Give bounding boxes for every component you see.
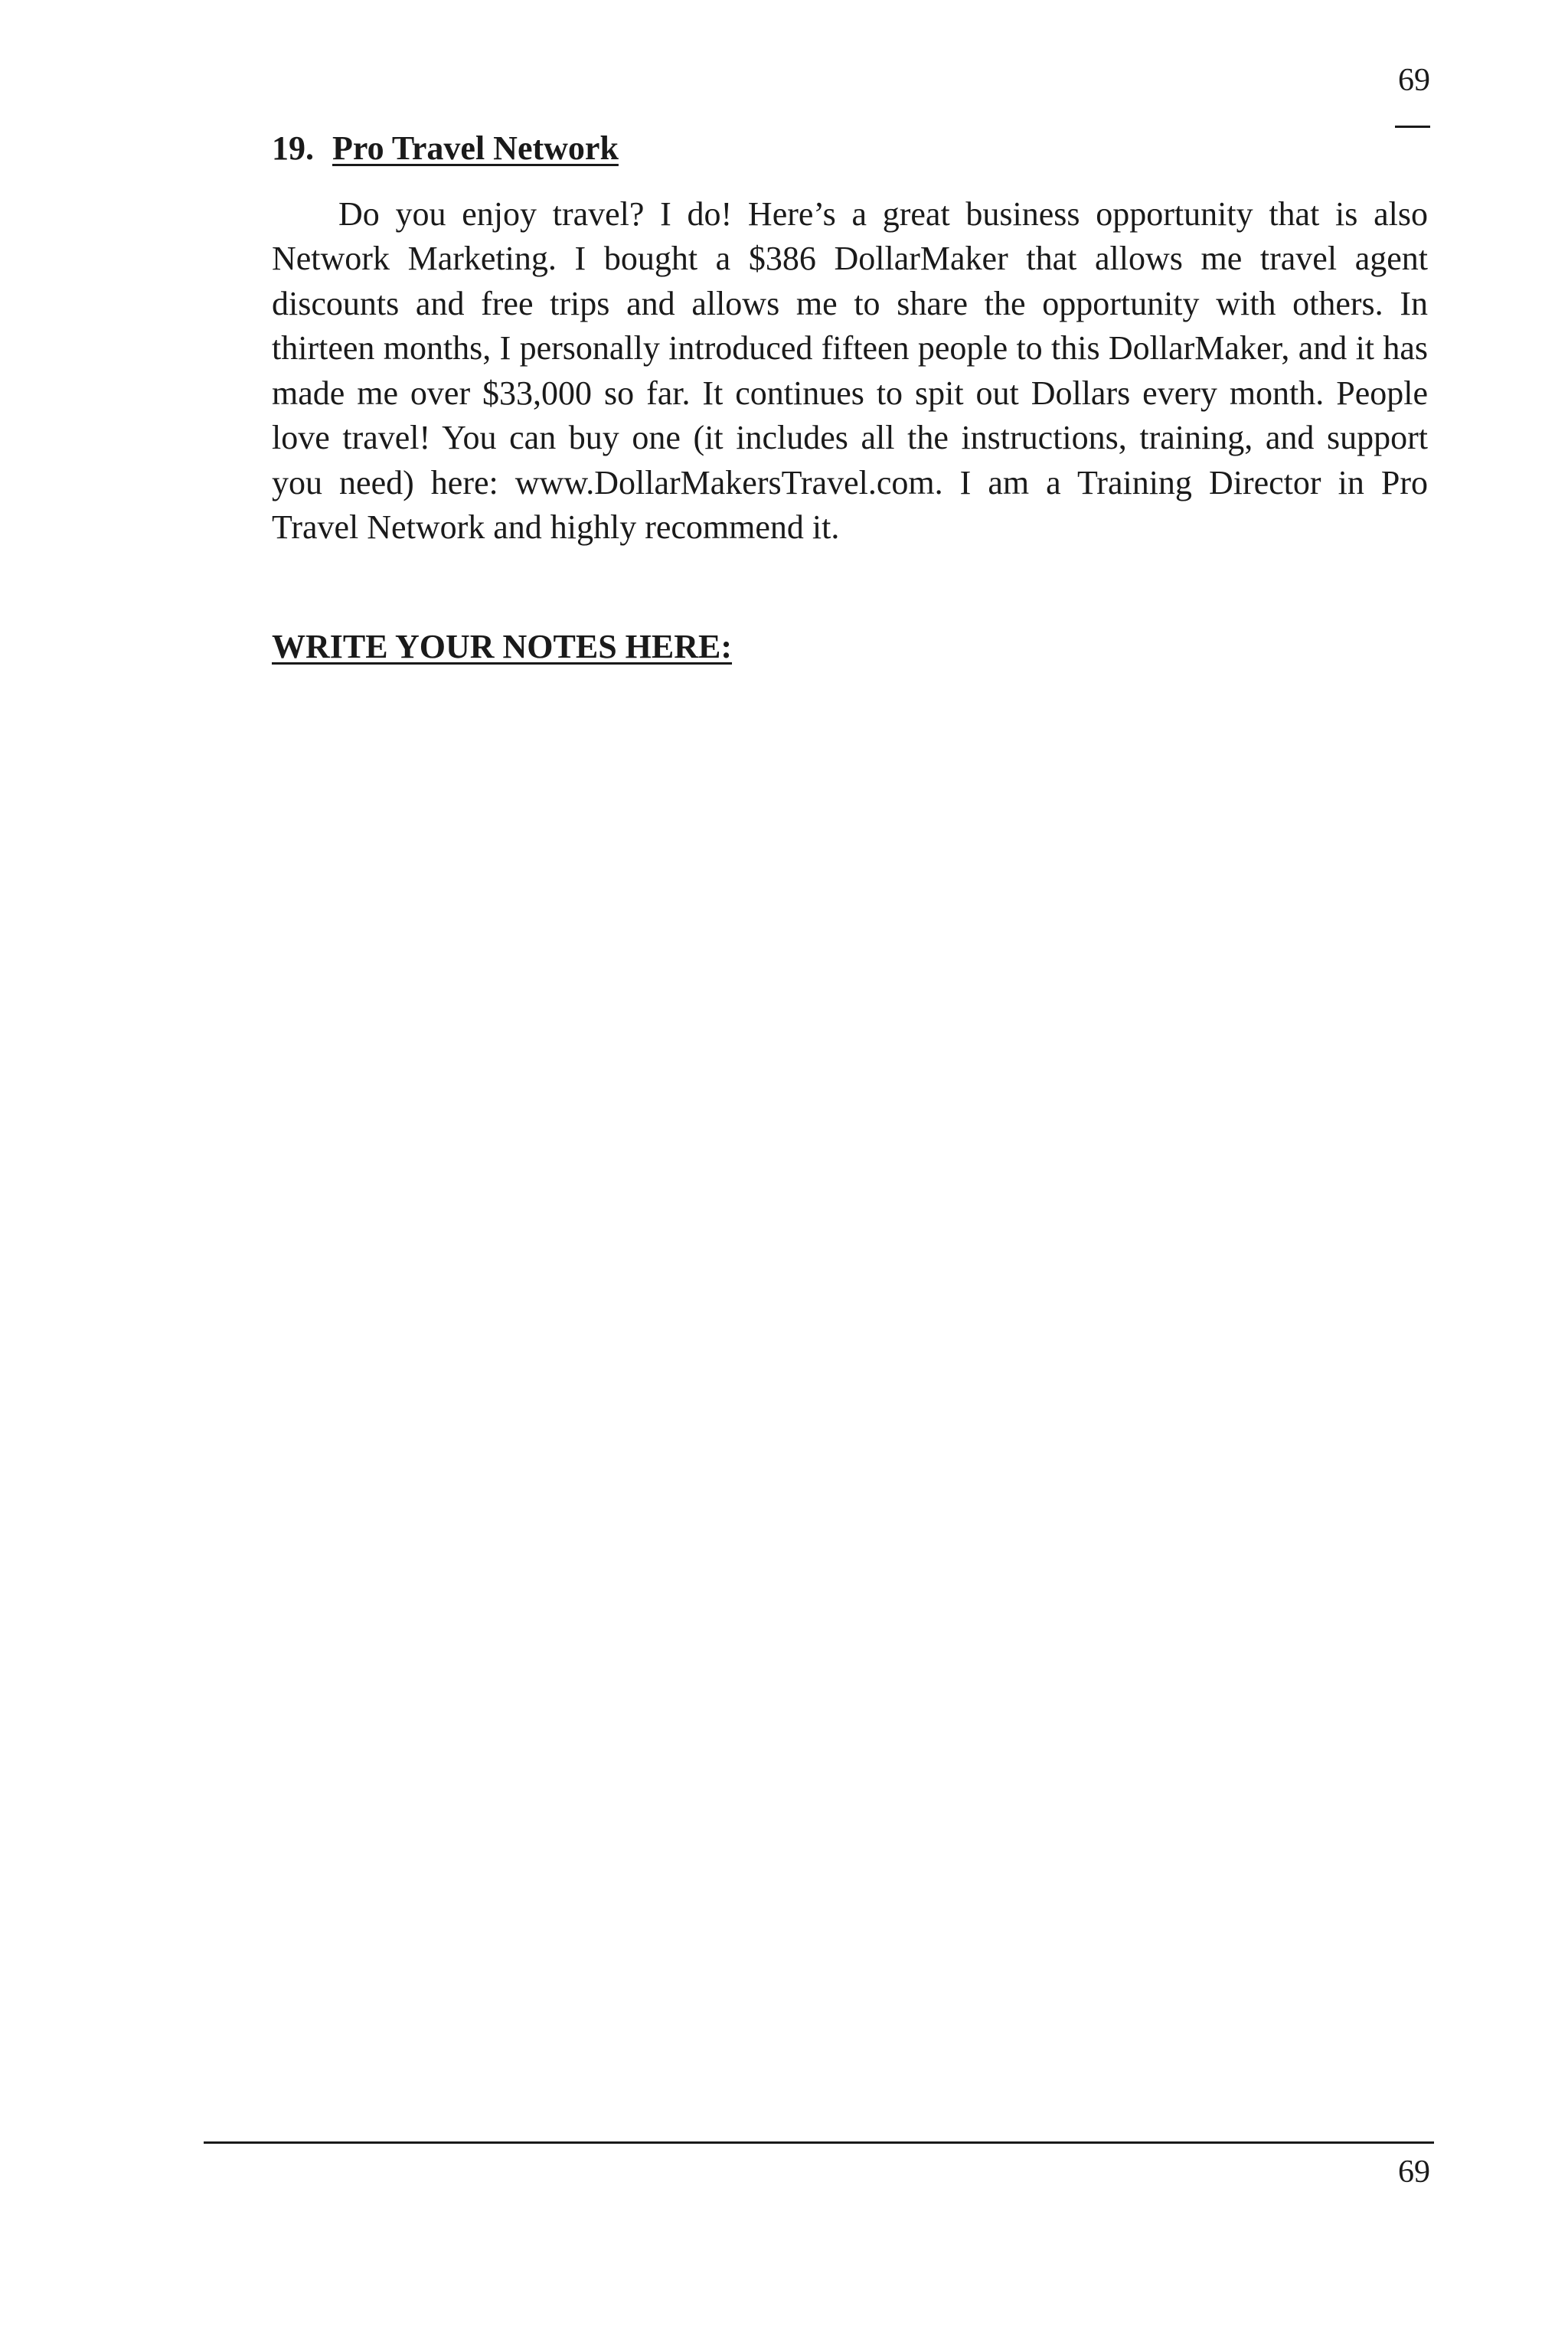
notes-heading: WRITE YOUR NOTES HERE: <box>272 627 733 665</box>
header-dash-divider <box>1395 126 1430 128</box>
page-content <box>272 129 1428 668</box>
body-paragraph: Do you enjoy travel? I do! Here’s a great business opportunity that is also Network Marketing. I bought a $386 DollarMaker that allows me travel agent discounts and free trips and allows me to share the opportunity with others. In thirteen months, I personally introduced fifteen people to this DollarMaker, and it has made me over $33,000 so far. It continues to spit out Dollars every month. People love travel! You can buy one (it includes all the instructions, training, and support you need) here: www.DollarMakersTravel.com. I am a Training Director in Pro Travel Network and highly recommend it. <box>272 194 1428 547</box>
section-title: Pro Travel Network <box>332 129 619 167</box>
footer-page-number: 69 <box>1398 2154 1430 2190</box>
section-number: 19. <box>272 129 314 167</box>
footer-rule <box>204 2141 1434 2144</box>
header-page-number: 69 <box>1398 63 1430 98</box>
section-heading <box>272 129 1428 169</box>
